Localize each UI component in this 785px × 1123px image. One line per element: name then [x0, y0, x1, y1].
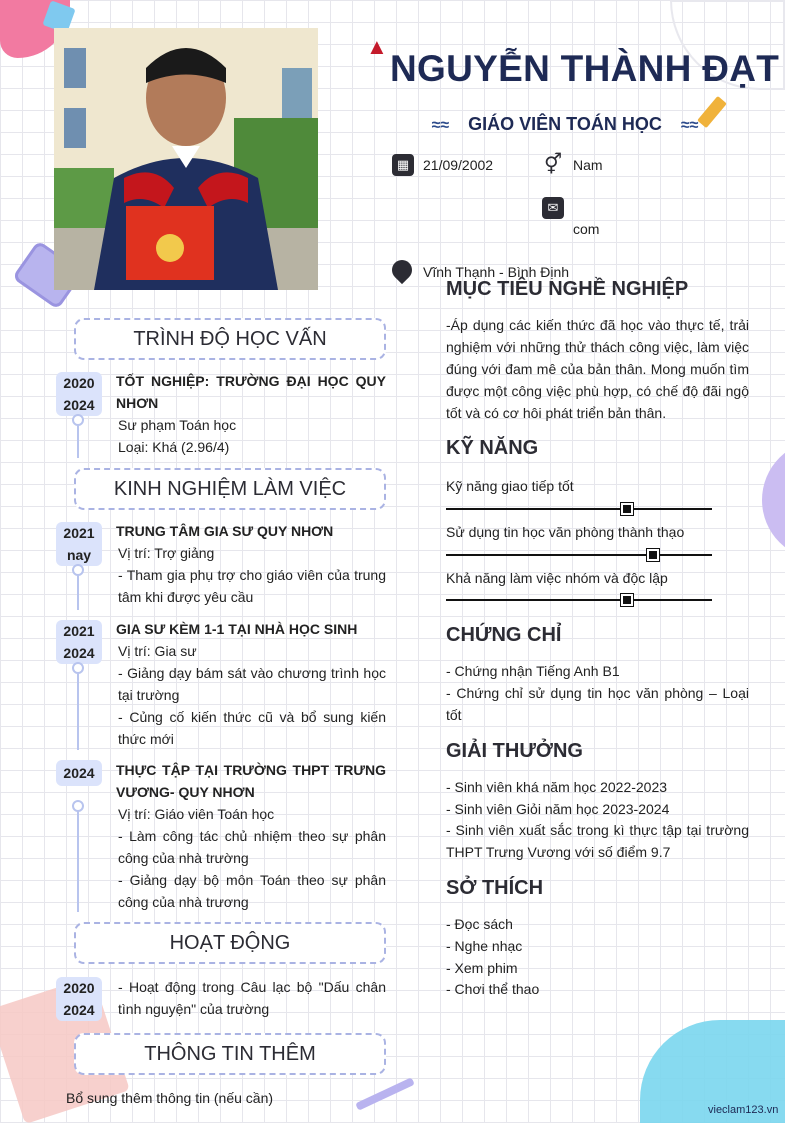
wave-icon: ≈≈ — [680, 117, 699, 134]
hobbies-heading: SỞ THÍCH — [446, 877, 544, 899]
certificate-item: - Chứng chỉ sử dụng tin học văn phòng – Loại tốt — [446, 685, 749, 723]
entry-title: TỐT NGHIỆP: TRƯỜNG ĐẠI HỌC QUY NHƠN — [116, 373, 386, 411]
experience-heading: KINH NGHIỆM LÀM VIỆC — [74, 468, 386, 510]
skill-knob — [647, 549, 659, 561]
profile-photo — [54, 28, 318, 290]
email[interactable]: com — [573, 221, 600, 237]
award-item: - Sinh viên khá năm học 2022-2023 — [446, 779, 668, 795]
hobby-item: - Chơi thể thao — [446, 981, 540, 997]
entry-title: GIA SƯ KÈM 1-1 TẠI NHÀ HỌC SINH — [116, 621, 358, 637]
entry-line: Sư phạm Toán học — [118, 417, 237, 433]
year-end: 2024 — [63, 645, 95, 661]
address: Vĩnh Thạnh - Bình Định — [423, 264, 570, 280]
calendar-icon: ▦ — [392, 154, 414, 176]
entry-line: Vị trí: Trợ giảng — [118, 545, 215, 561]
year-end: 2024 — [63, 1002, 95, 1018]
entry-line: Vị trí: Giáo viên Toán học — [118, 806, 275, 822]
year-start: 2024 — [63, 765, 95, 781]
entry-line: - Giảng dạy bám sát vào chương trình học tại trường — [118, 665, 386, 703]
year-start: 2021 — [63, 623, 95, 639]
skill-label: Kỹ năng giao tiếp tốt — [446, 478, 574, 494]
additional-heading: THÔNG TIN THÊM — [74, 1033, 386, 1075]
year-badge — [56, 977, 102, 1021]
timeline-line — [77, 424, 79, 458]
timeline-line — [77, 574, 79, 610]
wave-icon: ≈≈ — [431, 117, 450, 134]
hobby-item: - Nghe nhạc — [446, 938, 523, 954]
year-badge — [56, 372, 102, 416]
skill-knob — [621, 503, 633, 515]
brand-watermark[interactable]: vieclam123.vn — [708, 1104, 779, 1116]
graduation-cap-icon: ▲ — [366, 34, 388, 59]
pencil-icon — [697, 96, 727, 128]
certificates-heading: CHỨNG CHỈ — [446, 624, 562, 646]
skill-bar — [446, 508, 712, 510]
location-icon — [388, 256, 416, 284]
entry-title: TRUNG TÂM GIA SƯ QUY NHƠN — [116, 523, 334, 539]
year-start: 2020 — [63, 375, 95, 391]
skill-knob — [621, 594, 633, 606]
objective-text: -Áp dụng các kiến thức đã học vào thực tế, trải nghiệm với những thử thách công việc, làm việc đúng với đam mê của bản thân. Mong muốn tìm được một công việc phù hợp, có chế độ đãi ngộ tốt và có cơ hôi phát triển bản thân. — [446, 317, 749, 421]
skills-heading: KỸ NĂNG — [446, 437, 539, 459]
year-badge — [56, 522, 102, 566]
year-end: nay — [66, 547, 92, 563]
timeline-line — [77, 672, 79, 750]
award-item: - Sinh viên xuất sắc trong kì thực tập tại trường THPT Trưng Vương với số điểm 9.7 — [446, 822, 749, 860]
education-heading: TRÌNH ĐỘ HỌC VẤN — [74, 318, 386, 360]
mail-icon: ✉ — [542, 197, 564, 219]
skill-bar — [446, 599, 712, 601]
entry-line: Vị trí: Gia sư — [118, 643, 197, 659]
hobby-item: - Đọc sách — [446, 916, 513, 932]
skill-bar — [446, 554, 712, 556]
entry-line: - Hoạt động trong Câu lạc bộ "Dấu chân tình nguyện" của trường — [118, 979, 386, 1017]
year-badge — [56, 760, 102, 786]
additional-text: Bổ sung thêm thông tin (nếu cần) — [66, 1090, 274, 1106]
entry-line: - Tham gia phụ trợ cho giáo viên của trung tâm khi được yêu cầu — [118, 567, 386, 605]
entry-line: - Làm công tác chủ nhiệm theo sự phân công của nhà trường — [118, 828, 386, 866]
birthdate: 21/09/2002 — [423, 157, 494, 173]
year-end: 2024 — [63, 397, 95, 413]
candidate-name: NGUYỄN THÀNH ĐẠT — [390, 48, 780, 89]
year-badge — [56, 620, 102, 664]
year-start: 2020 — [63, 980, 95, 996]
decor-blob-purple — [762, 440, 785, 560]
entry-line: - Giảng dạy bộ môn Toán theo sự phân công của nhà trương — [118, 872, 386, 910]
entry-line: Loại: Khá (2.96/4) — [118, 439, 230, 455]
award-item: - Sinh viên Giỏi năm học 2023-2024 — [446, 801, 670, 817]
timeline-line — [77, 810, 79, 912]
entry-line: - Củng cố kiến thức cũ và bổ sung kiến thức mới — [118, 709, 386, 747]
objective-heading: MỤC TIÊU NGHỀ NGHIỆP — [446, 278, 689, 300]
job-title: GIÁO VIÊN TOÁN HỌC — [468, 114, 662, 134]
certificate-item: - Chứng nhận Tiếng Anh B1 — [446, 663, 620, 679]
skill-label: Sử dụng tin học văn phòng thành thạo — [446, 524, 685, 540]
gender: Nam — [573, 157, 603, 173]
job-title-row — [420, 114, 710, 135]
gender-icon: ⚥ — [543, 154, 563, 176]
entry-title: THỰC TẬP TẠI TRƯỜNG THPT TRƯNG VƯƠNG- QUY NHƠN — [116, 762, 386, 800]
skill-label: Khả năng làm việc nhóm và độc lập — [446, 570, 668, 586]
year-start: 2021 — [63, 525, 95, 541]
awards-heading: GIẢI THƯỞNG — [446, 740, 583, 762]
activities-heading: HOẠT ĐỘNG — [74, 922, 386, 964]
hobby-item: - Xem phim — [446, 960, 518, 976]
